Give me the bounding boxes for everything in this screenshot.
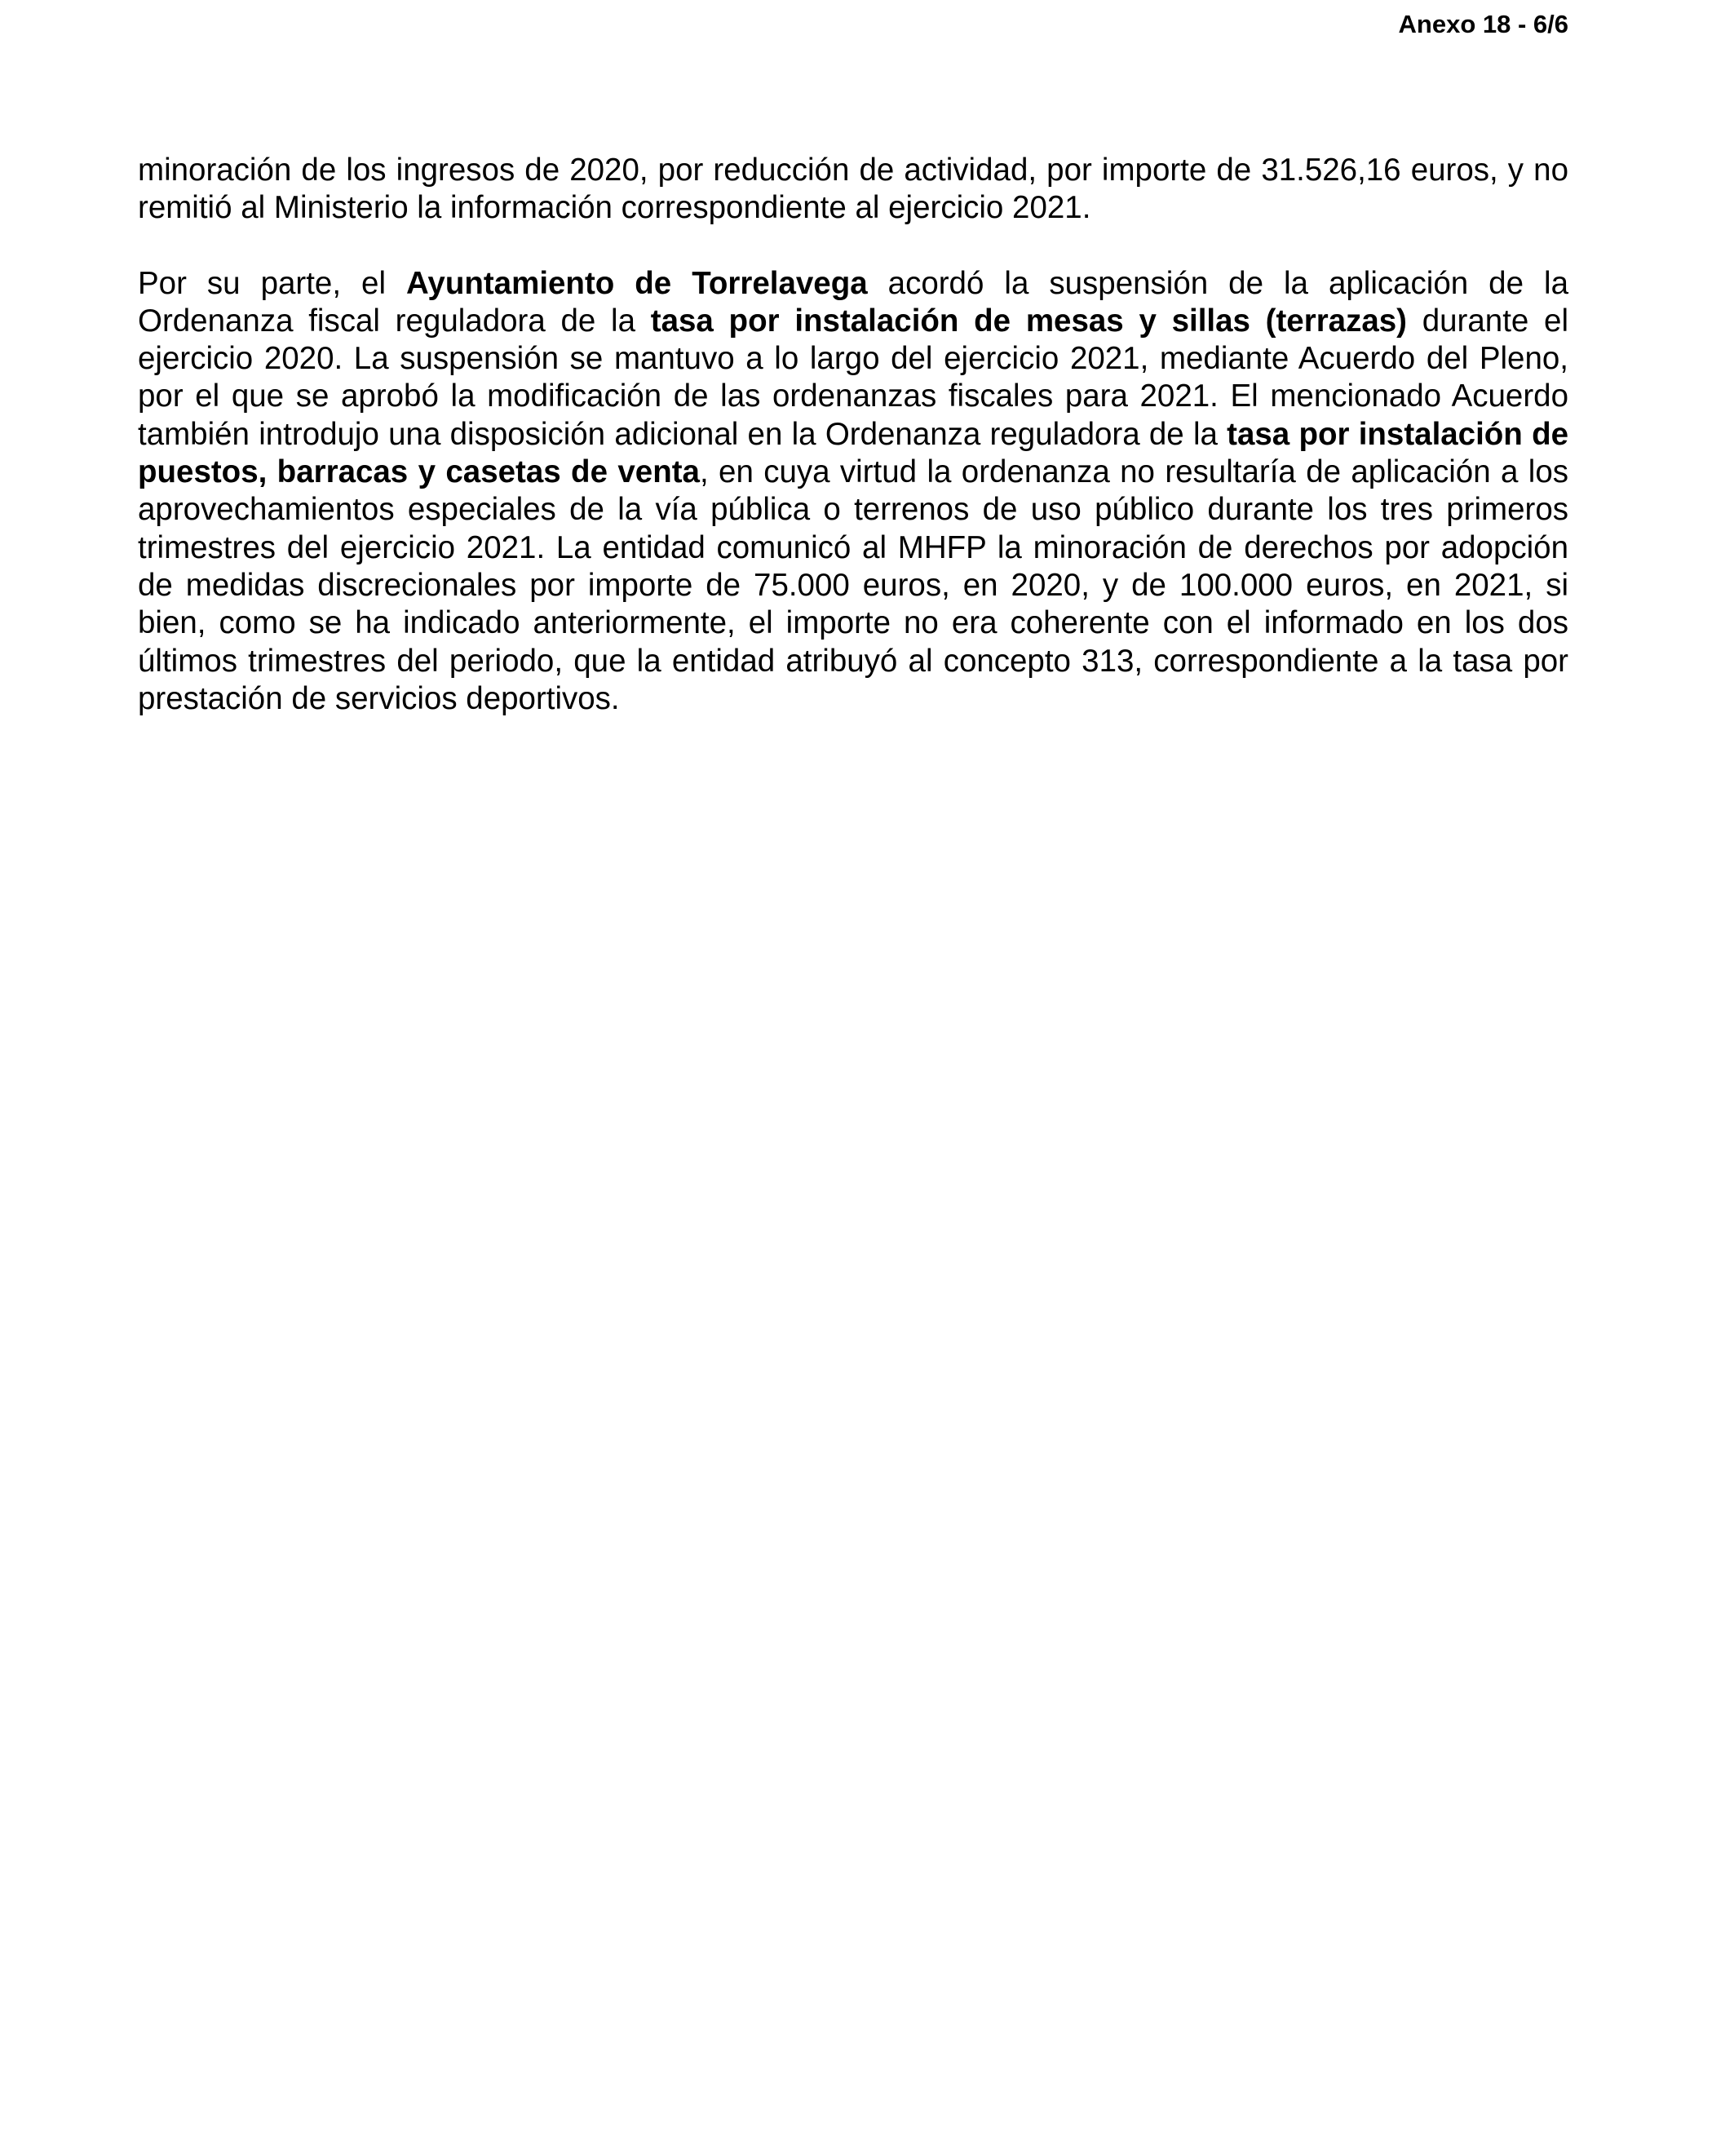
paragraph-2-text: Por su parte, el bbox=[138, 265, 407, 301]
page-header-annex-label: Anexo 18 - 6/6 bbox=[1398, 10, 1568, 38]
tax-name-terrazas: tasa por instalación de mesas y sillas (terrazas) bbox=[650, 303, 1407, 339]
tax-name-puestos: tasa por instalación de puestos, barracas y casetas de venta bbox=[138, 416, 1568, 490]
paragraph-2-text: durante el ejercicio 2020. La suspensión se mantuvo a lo largo del ejercicio 2021, mediante Acuerdo del Pleno, por el que se aprobó la modificación de las ordenanzas fiscales para 2021. El mencionado Acuerdo también introdujo una disposición adicional en la Ordenanza reguladora de la bbox=[138, 303, 1568, 452]
document-body bbox=[138, 152, 1568, 718]
paragraph-1 bbox=[138, 152, 1568, 228]
entity-name-torrelavega: Ayuntamiento de Torrelavega bbox=[406, 265, 868, 301]
paragraph-1-text: minoración de los ingresos de 2020, por reducción de actividad, por importe de 31.526,16 euros, y no remitió al Ministerio la información correspondiente al ejercicio 2021. bbox=[138, 153, 1568, 226]
paragraph-2-text: acordó la suspensión de la aplicación de la Ordenanza fiscal reguladora de la bbox=[138, 265, 1568, 339]
paragraph-2-text: , en cuya virtud la ordenanza no resultaría de aplicación a los aprovechamientos especiales de la vía pública o terrenos de uso público durante los tres primeros trimestres del ejercicio 2021. La entidad comunicó al MHFP la minoración de derechos por adopción de medidas discrecionales por importe de 75.000 euros, en 2020, y de 100.000 euros, en 2021, si bien, como se ha indicado anteriormente, el importe no era coherente con el informado en los dos últimos trimestres del periodo, que la entidad atribuyó al concepto 313, correspondiente a la tasa por prestación de servicios deportivos. bbox=[138, 454, 1568, 716]
paragraph-2 bbox=[138, 265, 1568, 719]
